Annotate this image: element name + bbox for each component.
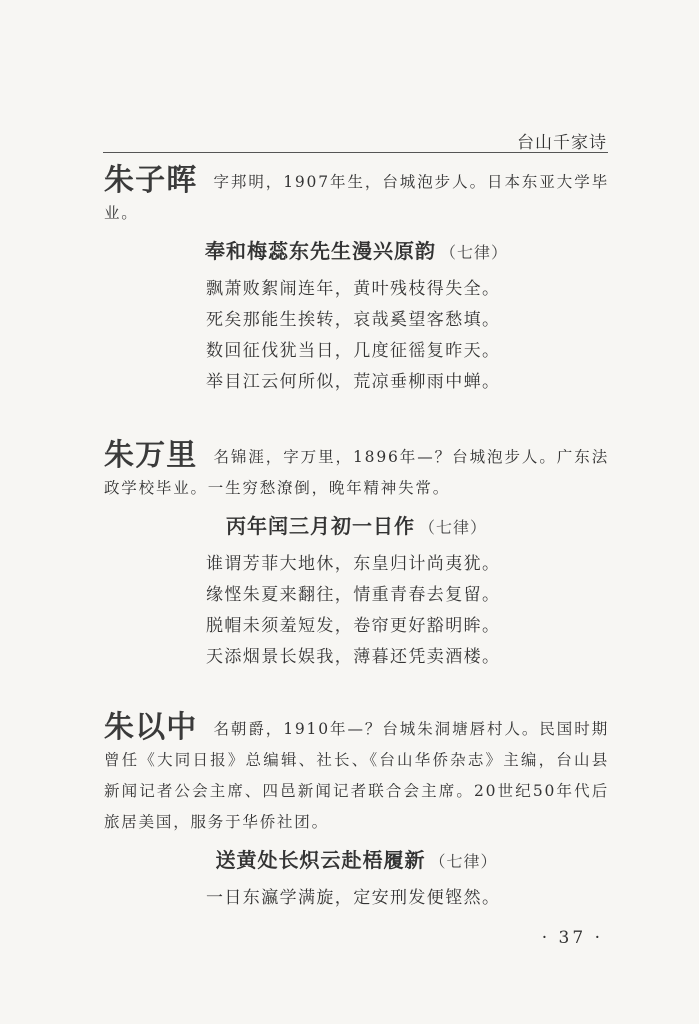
poem-line: 缘悭朱夏来翻往，情重青春去复留。: [206, 585, 501, 605]
poem-form: （七律）: [418, 518, 487, 537]
poem-title-text: 送黄处长炽云赴梧履新: [215, 848, 426, 872]
poem-lines: [206, 883, 609, 914]
header-rule: [103, 152, 608, 153]
poet-entry: [104, 165, 609, 398]
poem-lines: [206, 274, 609, 398]
poet-bio: 字邦明，1907年生，台城泡步人。日本东亚大学毕业。: [104, 173, 609, 222]
poem-title: [104, 844, 609, 873]
poem-form: （七律）: [429, 852, 498, 871]
poet-name: 朱以中: [104, 710, 198, 745]
running-header-title: 台山千家诗: [517, 133, 607, 153]
poet-name: 朱万里: [104, 438, 198, 473]
poem-line: 飘萧败絮闹连年，黄叶残枝得失全。: [206, 279, 501, 299]
poem-lines: [206, 549, 609, 673]
poem-line: 脱帽未须羞短发，卷帘更好豁明眸。: [206, 616, 501, 636]
poet-entry: [104, 712, 609, 914]
poem-title: [104, 510, 609, 539]
poem-form: （七律）: [439, 243, 508, 262]
poem-title: [104, 235, 609, 264]
poet-bio-paragraph: [104, 712, 609, 838]
poem-line: 天添烟景长娱我，薄暮还凭卖酒楼。: [206, 647, 501, 667]
poem-line: 一日东瀛学满旋，定安刑发便铿然。: [206, 888, 501, 908]
poem-line: 谁谓芳菲大地休，东皇归计尚夷犹。: [206, 554, 501, 574]
poet-bio: 名朝爵，1910年—？台城朱洞塘唇村人。民国时期曾任《大同日报》总编辑、社长、《台山华侨杂志》主编，台山县新闻记者公会主席、四邑新闻记者联合会主席。20世纪50年代后旅居美国，服务于华侨社团。: [104, 720, 609, 831]
poet-bio: 名锦涯，字万里，1896年—？台城泡步人。广东法政学校毕业。一生穷愁潦倒，晚年精神失常。: [104, 448, 609, 497]
poet-bio-paragraph: [104, 440, 609, 504]
poem-line: 举目江云何所似，荒凉垂柳雨中蝉。: [206, 372, 501, 392]
poet-name: 朱子晖: [104, 163, 198, 198]
page-number: · 37 ·: [541, 928, 603, 948]
poem-title-text: 奉和梅蕊东先生漫兴原韵: [204, 239, 436, 263]
poem-line: 数回征伐犹当日，几度征徭复昨天。: [206, 341, 501, 361]
poet-entry: [104, 440, 609, 673]
poem-title-text: 丙年闰三月初一日作: [225, 514, 415, 538]
poet-bio-paragraph: [104, 165, 609, 229]
poem-line: 死矣那能生挨转，哀哉奚望客愁填。: [206, 310, 501, 330]
